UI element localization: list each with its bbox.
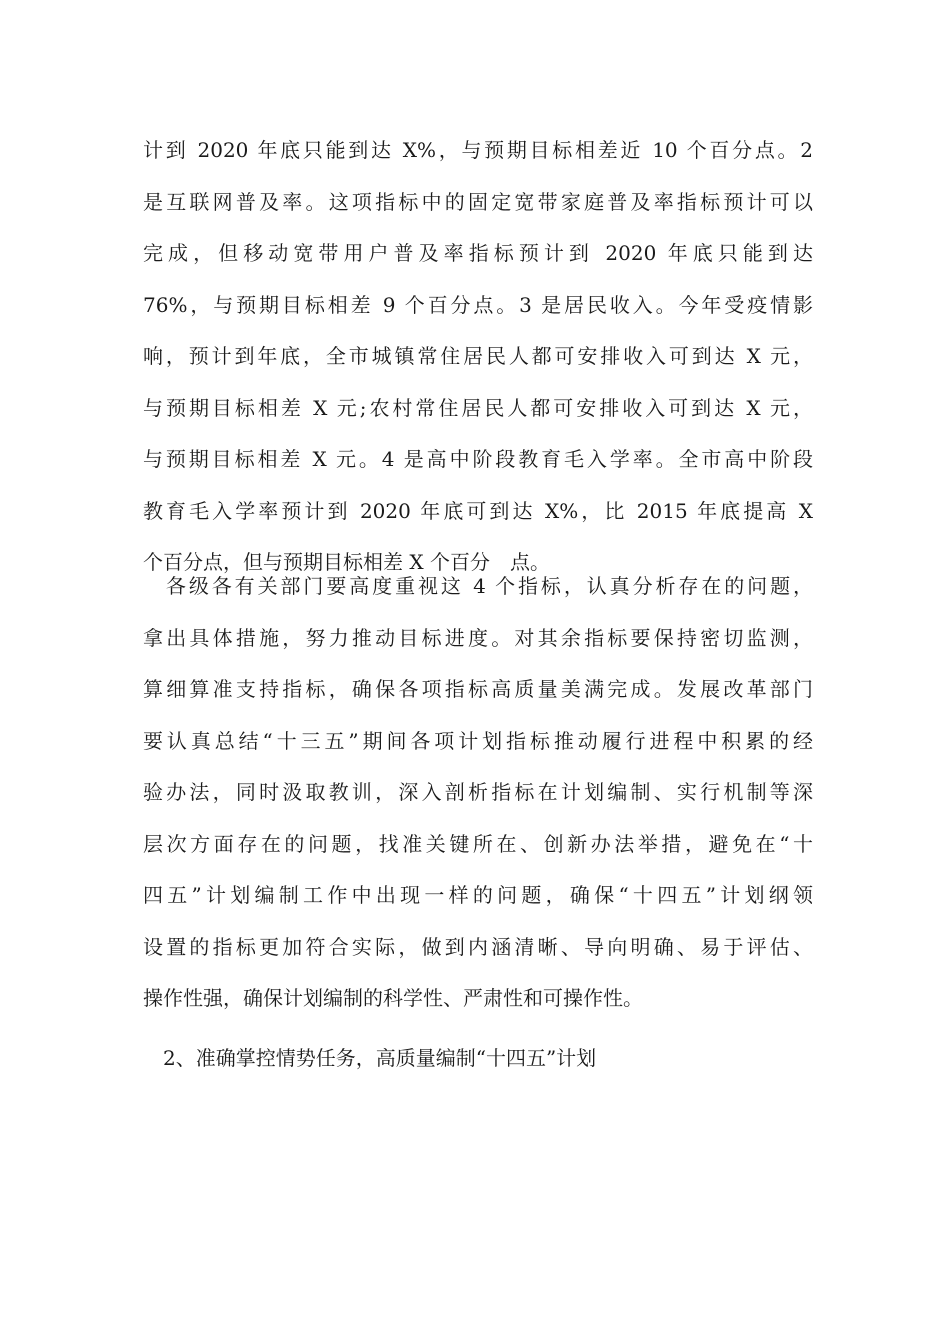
text-line: 操作性强，确保计划编制的科学性、严肃性和可操作性。 (143, 986, 643, 1010)
text-line: 四五”计划编制工作中出现一样的问题，确保“十四五”计划纲领 (143, 883, 813, 907)
text-line: 层次方面存在的问题，找准关键所在、创新办法举措，避免在“十 (143, 831, 813, 856)
text-line: 各级各有关部门要高度重视这 4 个指标，认真分析存在的问题， (143, 574, 813, 598)
text-line: 要认真总结“十三五”期间各项计划指标推动履行进程中积累的经 (143, 728, 813, 753)
text-line: 教育毛入学率预计到 2020 年底可到达 X%，比 2015 年底提高 X (143, 498, 813, 523)
text-line: 个百分点，但与预期目标相差 X 个百分 点。 (143, 550, 550, 574)
text-line: 算细算准支持指标，确保各项指标高质量美满完成。发展改革部门 (143, 677, 813, 701)
text-line: 验办法，同时汲取教训，深入剖析指标在计划编制、实行机制等深 (143, 780, 813, 804)
text-line: 76%，与预期目标相差 9 个百分点。3 是居民收入。今年受疫情影 (143, 292, 813, 317)
paragraph-indicator-gaps (143, 125, 813, 589)
text-line: 是互联网普及率。这项指标中的固定宽带家庭普及率指标预计可以 (143, 189, 813, 214)
text-line: 响，预计到年底，全市城镇常住居民人都可安排收入可到达 X 元， (143, 344, 813, 368)
section-heading (143, 1033, 813, 1085)
text-line: 完成，但移动宽带用户普及率指标预计到 2020 年底只能到达 (143, 241, 813, 265)
text-line: 设置的指标更加符合实际，做到内涵清晰、导向明确、易于评估、 (143, 934, 813, 959)
section-heading-text: 2、准确掌控情势任务，高质量编制“十四五”计划 (143, 1046, 597, 1070)
text-line: 与预期目标相差 X 元;农村常住居民人都可安排收入可到达 X 元， (143, 395, 813, 420)
text-line: 拿出具体措施，努力推动目标进度。对其余指标要保持密切监测， (143, 625, 813, 650)
text-line: 计到 2020 年底只能到达 X%，与预期目标相差近 10 个百分点。2 (143, 138, 813, 162)
text-line: 与预期目标相差 X 元。4 是高中阶段教育毛入学率。全市高中阶段 (143, 447, 813, 471)
paragraph-department-requirements (143, 561, 813, 1025)
